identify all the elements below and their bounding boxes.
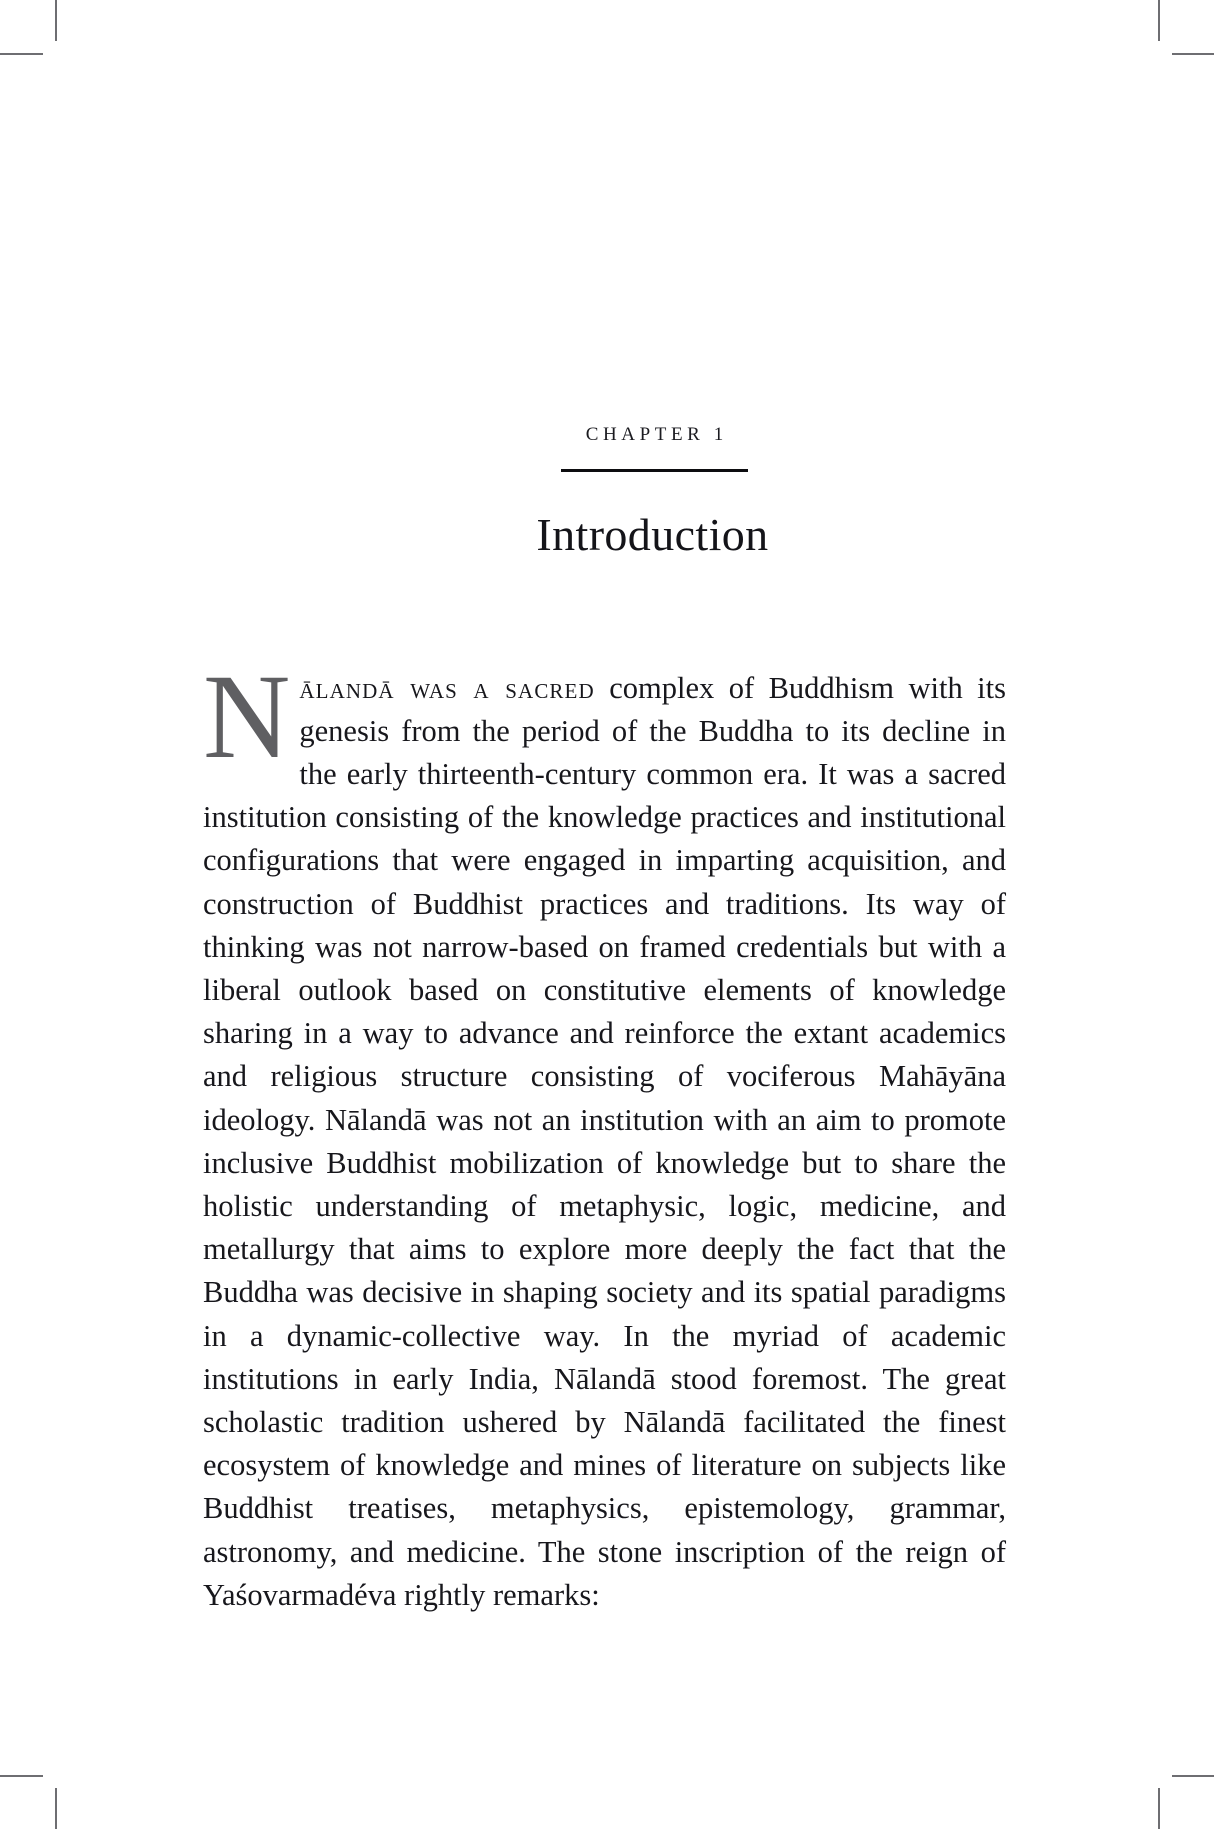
chapter-label: CHAPTER 1 bbox=[585, 424, 728, 445]
crop-mark-bottom-left-horizontal bbox=[0, 1775, 43, 1777]
body-text-block bbox=[203, 649, 1006, 1617]
crop-mark-bottom-left-vertical bbox=[55, 1788, 57, 1829]
chapter-header bbox=[203, 425, 1006, 472]
crop-mark-top-right-vertical bbox=[1158, 0, 1160, 41]
crop-mark-top-left-vertical bbox=[55, 0, 57, 41]
crop-mark-top-right-horizontal bbox=[1172, 53, 1214, 55]
opening-small-caps: ālandā was a sacred bbox=[299, 670, 595, 705]
page-title: Introduction bbox=[536, 509, 769, 560]
chapter-divider-rule bbox=[561, 469, 748, 472]
crop-mark-top-left-horizontal bbox=[0, 53, 43, 55]
crop-mark-bottom-right-vertical bbox=[1158, 1788, 1160, 1829]
opening-paragraph bbox=[203, 649, 1006, 1617]
crop-mark-bottom-right-horizontal bbox=[1172, 1775, 1214, 1777]
drop-cap-letter: N bbox=[203, 649, 291, 784]
paragraph-body: complex of Buddhism with its genesis from the period of the Buddha to its decline in the early thirteenth-century common era. It was a sacred institution consisting of the knowledge practices and institutional configurations that were engaged in imparting acquisition, and construction of Buddhist practices and traditions. Its way of thinking was not narrow-based on framed credentials but with a liberal outlook based on constitutive elements of knowledge sharing in a way to advance and reinforce the extant academics and religious structure consisting of vociferous Mahāyāna ideology. Nālandā was not an institution with an aim to promote inclusive Buddhist mobilization of knowledge but to share the holistic understanding of metaphysic, logic, medicine, and metallurgy that aims to explore more deeply the fact that the Buddha was decisive in shaping society and its spatial paradigms in a dynamic-collective way. In the myriad of academic institutions in early India, Nālandā stood foremost. The great scholastic tradition ushered by Nālandā facilitated the finest ecosystem of knowledge and mines of literature on subjects like Buddhist treatises, metaphysics, epistemology, grammar, astronomy, and medicine. The stone inscription of the reign of Yaśovarmadéva rightly remarks: bbox=[203, 670, 1006, 1612]
page-content bbox=[203, 0, 1006, 1617]
